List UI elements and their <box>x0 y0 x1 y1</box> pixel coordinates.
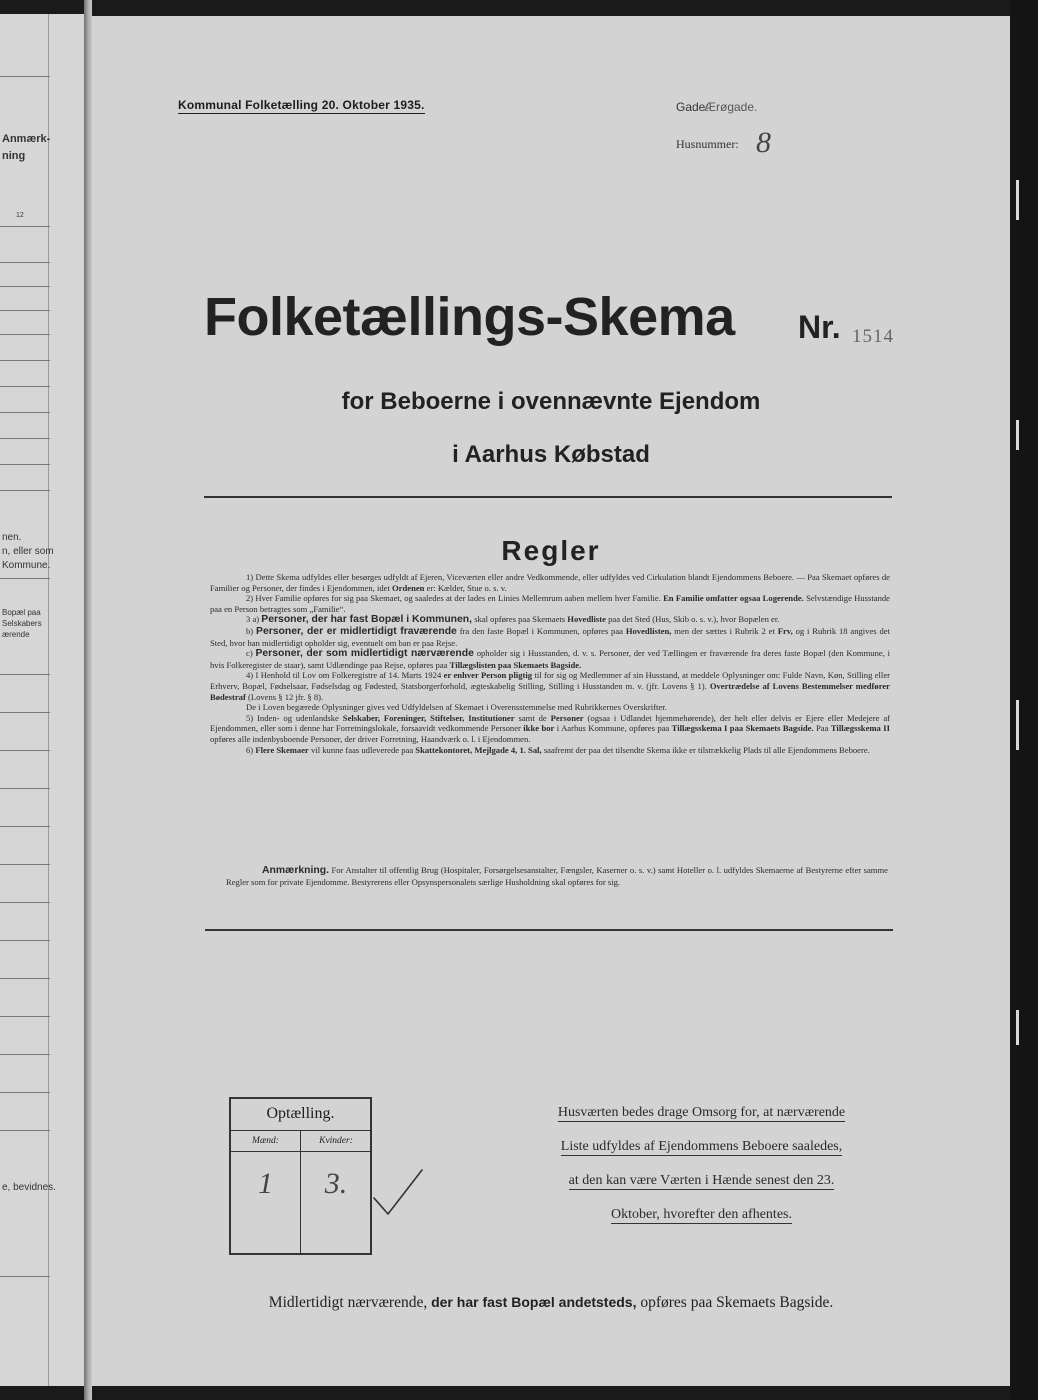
ruled-line <box>0 978 50 979</box>
women-column <box>301 1131 371 1253</box>
ruled-line <box>0 490 50 491</box>
ruled-line <box>0 310 50 311</box>
house-number-label: Husnummer: <box>676 137 739 151</box>
rule-1: 1) Dette Skema udfyldes eller besørges udfyldt af Ejeren, Viceværten eller andre Vedkommende, eller udfyldes ved Cirkulation blandt Ejendommens Beboere. — Paa Skemaet opføres de Familier og Personer, der findes i Ejendommen, idet Ordenen er: Kælder, Stue o. s. v. <box>210 572 890 593</box>
men-count: 1 <box>258 1167 273 1200</box>
rule-3c: c) Personer, der som midlertidigt nærværende opholder sig i Husstanden, d. v. s. Personer, der ved Tællingen er fraværende fra deres faste Bopæl (den Kommune, i hvis Folkeregister de staar), samt Udlændinge paa Rejse, opføres paa Tillægslisten paa Skemaets Bagside. <box>210 648 890 670</box>
men-label: Mænd: <box>231 1131 300 1152</box>
rules-heading: Regler <box>501 535 601 566</box>
rule-4-note: De i Loven begærede Oplysninger gives ved Udfyldelsen af Skemaet i Overensstemmelse med Rubrikkernes Overskrifter. <box>246 702 667 713</box>
rule-3b: b) Personer, der er midlertidigt fraværende fra den faste Bopæl i Kommunen, opføres paa Hovedlisten, men der sættes i Rubrik 2 et Frv, og i Rubrik 18 angives det Sted, hvor han midlertidigt opholder sig, eventuelt om ban er paa Rejse. <box>210 625 890 648</box>
form-subtitle: for Beboerne i ovennævnte Ejendom <box>341 388 761 415</box>
left-page-snippet: nen. <box>2 532 22 543</box>
remark-section <box>226 865 888 887</box>
left-page-heading: Anmærk- ning <box>2 133 51 162</box>
divider-top <box>204 496 892 498</box>
men-column <box>231 1131 301 1253</box>
ruled-line <box>0 674 50 675</box>
instruction-line: at den kan være Værten i Hænde senest den 23. <box>568 1173 835 1188</box>
house-number-value: 8 <box>756 126 771 159</box>
ruled-line <box>0 226 50 227</box>
count-box-title: Optælling. <box>231 1099 370 1131</box>
ruled-line <box>0 1092 50 1093</box>
column-divider <box>48 14 49 1386</box>
count-box <box>229 1097 372 1255</box>
left-page-snippet: ærende <box>2 630 30 639</box>
ruled-line <box>0 360 50 361</box>
women-count: 3. <box>324 1167 348 1200</box>
landlord-instructions <box>536 1103 867 1239</box>
remark-label: Anmærkning. <box>262 865 329 876</box>
left-page-snippet: Selskabers <box>2 619 42 628</box>
ruled-line <box>0 826 50 827</box>
remark-text: For Anstalter til offentlig Brug (Hospitaler, Forsørgelsesanstalter, Fængsler, Kaserner o. s. v.) samt Hoteller o. l. udfyldes Skemaerne af Bestyrerne efter samme Regler som for private Ejendomme. Bestyrerens eller Opsynspersonalets særlige Husholdning skal opføres for sig. <box>226 865 888 887</box>
ruled-line <box>0 1016 50 1017</box>
ruled-line <box>0 864 50 865</box>
ruled-line <box>0 1130 50 1131</box>
rule-2: 2) Hver Familie opføres for sig paa Skemaet, og saaledes at der lades en Linies Mellemrum aaben mellem hver Familie. En Familie omfatter ogsaa Logerende. Selvstændige Husstande paa en Person betragtes som „Familie“. <box>210 593 890 614</box>
rule-6: 6) Flere Skemaer vil kunne faas udleverede paa Skattekontoret, Mejlgade 4, 1. Sal, saafremt der paa det tilsendte Skema ikke er tilstrækkelig Plads til alle Ejendommens Beboere. <box>246 744 870 755</box>
ruled-line <box>0 438 50 439</box>
instruction-line: Oktober, hvorefter den afhentes. <box>611 1207 792 1222</box>
divider-bottom <box>205 929 893 931</box>
book-gutter <box>84 0 92 1400</box>
rule-3a: 3 a) Personer, der har fast Bopæl i Kommunen, skal opføres paa Skemaets Hovedliste paa det Sted (Hus, Skib o. s. v.), hvor Bopælen er. <box>246 614 780 626</box>
ruled-line <box>0 286 50 287</box>
census-form-page <box>92 16 1010 1386</box>
ruled-line <box>0 76 50 77</box>
rule-4: 4) I Henhold til Lov om Folkeregistre af 14. Marts 1924 er enhver Person pligtig til for sig og Medlemmer af sin Husstand, at meddele Oplysninger om: Fulde Navn, Køn, Stilling eller Erhverv, Bopæl, Fødselsaar, Fødselsdag og Fødested, Statsborgerforhold, ægteskabelig Stilling, Stilling i Husstanden m. v. (jfr. Lovens § 1). Overtrædelse af Lovens Bestemmelser medfører Bødestraf (Lovens § 12 jfr. § 8). <box>210 670 890 702</box>
ruled-line <box>0 940 50 941</box>
street-value: Ærøgade. <box>704 100 758 114</box>
ruled-line <box>0 464 50 465</box>
ruled-line <box>0 578 50 579</box>
footer-note: Midlertidigt nærværende, der har fast Bopæl andetsteds, opføres paa Skemaets Bagside. <box>268 1294 834 1311</box>
ruled-line <box>0 1276 50 1277</box>
women-label: Kvinder: <box>301 1131 371 1152</box>
ruled-line <box>0 412 50 413</box>
form-title: Folketællings-Skema <box>204 287 735 347</box>
ruled-line <box>0 902 50 903</box>
rules-text <box>210 572 890 755</box>
rule-5: 5) Inden- og udenlandske Selskaber, Foreninger, Stiftelser, Institutioner samt de Personer (ogsaa i Udlandet hjemmehørende), der helt eller delvis er Ejere eller Medejere af Ejendommen, eller som i denne har Forretningslokale, forsaavidt vedkommende Personer ikke bor i Aarhus Kommune, opføres paa Tillægsskema I paa Skemaets Bagside. Paa Tillægsskema II opføres alle indenbysboende Personer, der driver Forretning, Haandværk o. l. i Ejendommen. <box>210 712 891 744</box>
form-number-value: 1514 <box>852 326 894 347</box>
previous-page-edge <box>0 14 84 1386</box>
ruled-line <box>0 1054 50 1055</box>
ruled-line <box>0 386 50 387</box>
left-page-snippet: Kommune. <box>2 560 51 571</box>
ruled-line <box>0 712 50 713</box>
ruled-line <box>0 334 50 335</box>
instruction-line: Husværten bedes drage Omsorg for, at nærværende <box>557 1105 846 1120</box>
census-header: Kommunal Folketælling 20. Oktober 1935. <box>178 98 425 112</box>
form-subtitle-location: i Aarhus Købstad <box>452 441 650 468</box>
ruled-line <box>0 788 50 789</box>
binding-edge <box>1010 0 1038 1400</box>
ruled-line <box>0 262 50 263</box>
left-page-column-number: 12 <box>16 212 24 219</box>
check-mark-icon <box>372 1168 424 1218</box>
left-page-snippet: Bopæl paa <box>2 608 41 617</box>
form-number-label: Nr. <box>798 309 841 345</box>
instruction-line: Liste udfyldes af Ejendommens Beboere saaledes, <box>560 1139 843 1154</box>
ruled-line <box>0 750 50 751</box>
street-label: Gade: <box>676 100 709 114</box>
left-page-snippet: e, bevidnes. <box>2 1182 56 1193</box>
left-page-snippet: n, eller som <box>2 546 54 557</box>
